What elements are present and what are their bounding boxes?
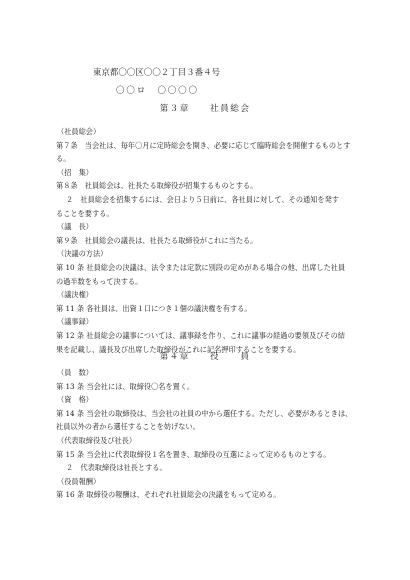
article-text-line: 第 15 条 当会社に代表取締役１名を置き、取締役の互選によって定めるものとする。 (56, 449, 331, 459)
article-heading: （役員報酬） (57, 476, 101, 486)
article-text-line: 第９条 社員総会の議長は、社長たる取締役がこれに当たる。 (56, 235, 258, 245)
article-heading: （代表取締役及び社長） (57, 435, 137, 445)
article-text-line: 第 12 条 社員総会の議事については、議事録を作り、これに議事の経過の要領及びその結 (56, 330, 345, 340)
article-heading: （議事録） (57, 317, 93, 327)
address-line: 東京都〇〇区〇〇２丁目３番４号 (93, 67, 221, 77)
article-text-line: 果を記載し、議長及び出席した取締役がこれに記名押印することを要する。 (56, 344, 301, 354)
article-text-line: ることを要する。 (56, 208, 114, 218)
article-heading: （資 格） (57, 395, 93, 405)
article-heading: （議決権） (57, 290, 93, 300)
article-text-line: 第 14 条 当会社の取締役は、当会社の社員の中から選任する。ただし、必要があるときは、 (56, 408, 353, 418)
article-heading: （員 数） (57, 368, 93, 377)
chapter-body (56, 366, 380, 502)
article-heading: （議 長） (57, 222, 93, 232)
chapter-body (56, 125, 380, 356)
article-text-line: る。 (56, 154, 71, 164)
article-text-line: 第７条 当会社は、毎年〇月に定時総会を開き、必要に応じて臨時総会を開催するものとす (56, 140, 351, 150)
article-text-line: ２ 社員総会を招集するには、会日より５日前に、各社員に対して、その通知を発す (66, 194, 339, 204)
article-text-line: 第 16 条 取締役の報酬は、それぞれ社員総会の決議をもって定める。 (56, 490, 281, 500)
article-text-line: の過半数をもって決する。 (56, 276, 143, 286)
article-text-line: 第８条 社員総会は、社長たる取締役が招集するものとする。 (56, 181, 258, 191)
article-text-line: 第 13 条 当会社には、取締役〇名を置く。 (56, 381, 195, 391)
article-heading: （社員総会） (57, 127, 101, 136)
article-text-line: 社員以外の者から選任することを妨げない。 (56, 422, 200, 432)
article-text-line: ２ 代表取締役は社長とする。 (66, 463, 167, 473)
address-name-line: 〇〇ロ 〇〇〇〇 (116, 85, 199, 95)
article-text-line: 第 10 条 社員総会の決議は、法令または定款に別段の定めがある場合の他、出席した社員 (56, 262, 346, 272)
article-heading: （招 集） (57, 167, 93, 177)
article-text-line: 第 11 条 各社員は、出資１口につき１個の議決権を有する。 (56, 303, 252, 313)
article-heading: （決議の方法） (57, 249, 108, 259)
chapter-title: 第３章 社員総会 (159, 104, 251, 114)
chapter-title: 第４章 役 員 (159, 352, 251, 362)
